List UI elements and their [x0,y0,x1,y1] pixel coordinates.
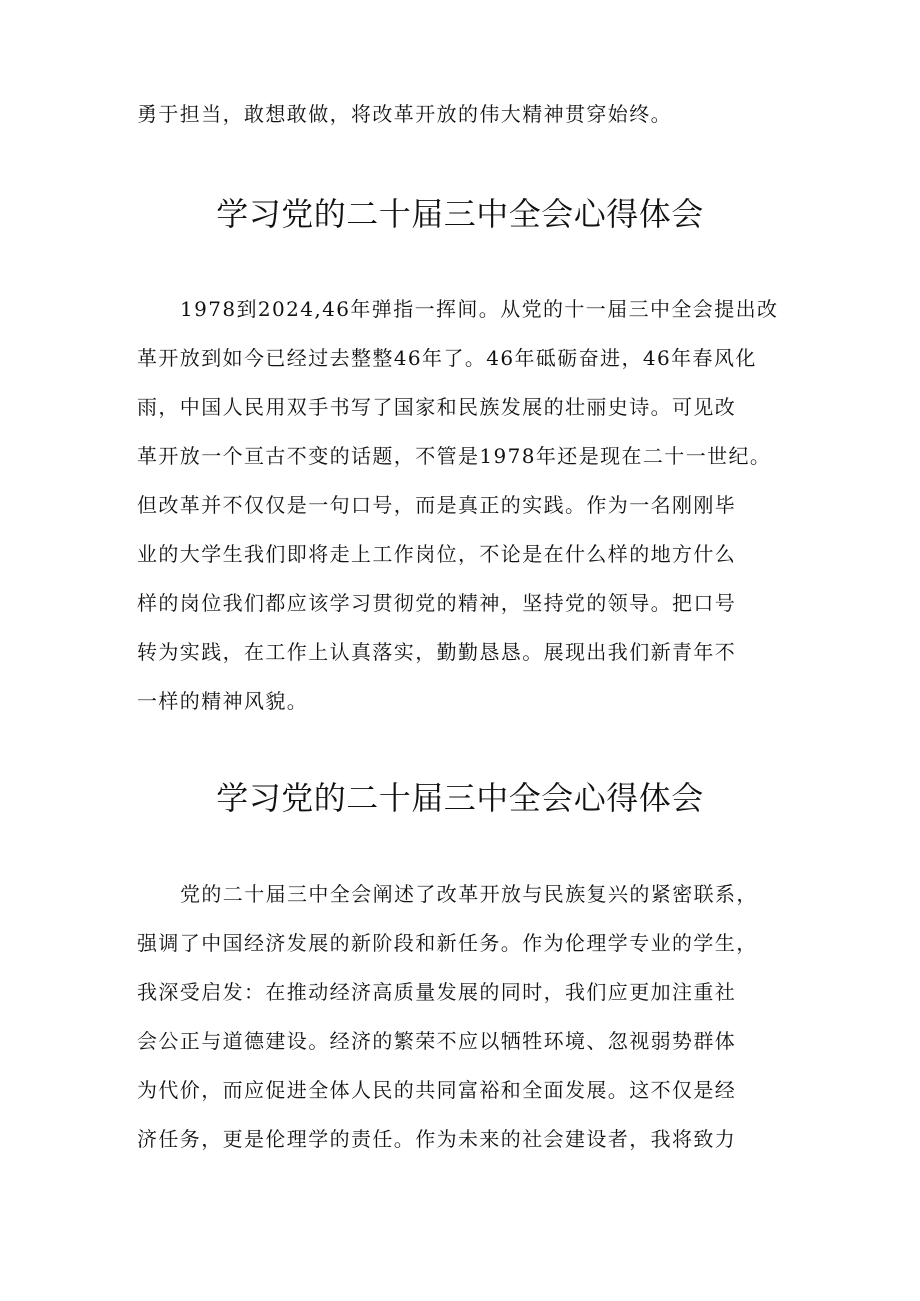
section1-line-9: 一样的精神风貌。 [137,689,309,713]
section1-line-8: 转为实践，在工作上认真落实，勤勤恳恳。展现出我们新青年不 [137,640,737,664]
section2-line-3: 我深受启发：在推动经济高质量发展的同时，我们应更加注重社 [137,980,737,1004]
section1-line-1: 1978到2024,46年弹指一挥间。从党的十一届三中全会提出改 [180,297,779,321]
section2-line-5: 为代价，而应促进全体人民的共同富裕和全面发展。这不仅是经 [137,1078,737,1102]
section1-line-6: 业的大学生我们即将走上工作岗位，不论是在什么样的地方什么 [137,542,737,566]
section1-line-2: 革开放到如今已经过去整整46年了。46年砥砺奋进，46年春风化 [137,346,757,370]
section1-line-5: 但改革并不仅仅是一句口号，而是真正的实践。作为一名刚刚毕 [137,493,737,517]
section1-line-4: 革开放一个亘古不变的话题，不管是1978年还是现在二十一世纪。 [137,444,772,468]
section1-title: 学习党的二十届三中全会心得体会 [216,195,704,233]
intro-tail-line: 勇于担当，敢想敢做，将改革开放的伟大精神贯穿始终。 [137,102,672,126]
section2-line-2: 强调了中国经济发展的新阶段和新任务。作为伦理学专业的学生， [137,931,758,955]
section2-line-6: 济任务，更是伦理学的责任。作为未来的社会建设者，我将致力 [137,1127,737,1151]
section2-title: 学习党的二十届三中全会心得体会 [216,779,704,817]
section1-line-7: 样的岗位我们都应该学习贯彻党的精神，坚持党的领导。把口号 [137,591,737,615]
section1-line-3: 雨，中国人民用双手书写了国家和民族发展的壮丽史诗。可见改 [137,395,737,419]
section2-line-4: 会公正与道德建设。经济的繁荣不应以牺牲环境、忽视弱势群体 [137,1029,737,1053]
section2-line-1: 党的二十届三中全会阐述了改革开放与民族复兴的紧密联系， [180,882,758,906]
